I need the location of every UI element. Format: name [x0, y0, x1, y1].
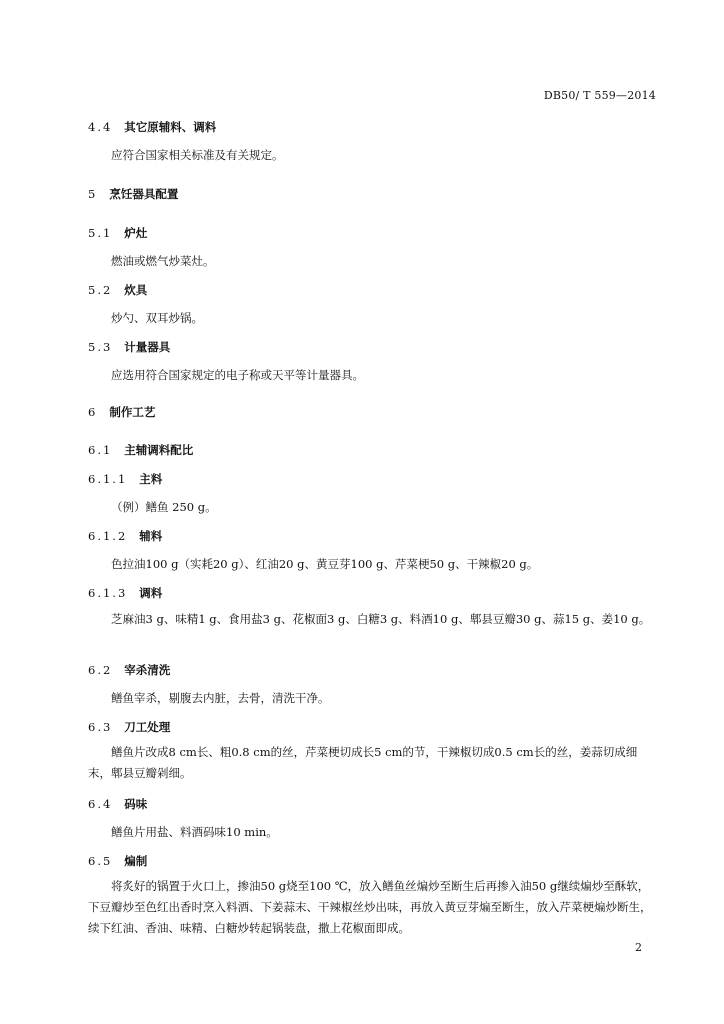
section-number: 6.3 [88, 720, 113, 734]
section-title: 宰杀清洗 [124, 663, 171, 677]
section-title: 炉灶 [124, 226, 148, 240]
section-number: 6.2 [88, 663, 113, 677]
section-number: 6.5 [88, 854, 113, 868]
section-6-2-heading [88, 662, 170, 678]
section-title: 制作工艺 [109, 405, 156, 419]
page-number: 2 [635, 941, 642, 954]
section-title: 码味 [124, 797, 148, 811]
section-title: 炊具 [124, 283, 148, 297]
section-title: 主料 [139, 472, 163, 486]
section-number: 4.4 [88, 120, 113, 134]
section-6-1-1-text: （例）鳝鱼 250 g。 [111, 500, 217, 514]
section-number: 6.1.3 [88, 586, 128, 600]
section-number: 5 [88, 187, 98, 201]
section-6-4-heading [88, 796, 147, 812]
section-number: 6 [88, 405, 98, 419]
section-6-3-heading [88, 719, 170, 735]
section-number: 5.2 [88, 283, 113, 297]
section-6-1-1-heading [88, 471, 162, 487]
section-title: 调料 [139, 586, 163, 600]
section-6-1-2-heading [88, 528, 162, 544]
section-6-1-heading [88, 442, 193, 458]
standard-code: DB50/ T 559—2014 [543, 89, 656, 102]
section-6-4-text: 鳝鱼片用盐、料酒码味10 min。 [111, 825, 278, 839]
section-6-1-3-heading [88, 585, 162, 601]
section-5-2-text: 炒勺、双耳炒锅。 [111, 311, 203, 325]
section-number: 6.1 [88, 443, 113, 457]
section-number: 6.1.1 [88, 472, 128, 486]
section-6-1-3-text: 芝麻油3 g、味精1 g、食用盐3 g、花椒面3 g、白糖3 g、料酒10 g、郫县豆瓣30 g、蒜15 g、姜10 g。 [111, 612, 651, 626]
section-title: 刀工处理 [124, 720, 171, 734]
section-5-3-text: 应选用符合国家规定的电子称或天平等计量器具。 [111, 368, 364, 382]
section-6-1-2-text: 色拉油100 g（实耗20 g）、红油20 g、黄豆芽100 g、芹菜梗50 g、干辣椒20 g。 [111, 557, 539, 571]
section-title: 其它原辅料、调料 [124, 120, 217, 134]
section-6-heading [88, 404, 155, 420]
section-title: 辅料 [139, 529, 163, 543]
section-4-4-heading [88, 119, 216, 135]
section-5-3-heading [88, 339, 170, 355]
section-number: 5.1 [88, 226, 113, 240]
section-6-3-text: 鳝鱼片改成8 cm长、粗0.8 cm的丝，芹菜梗切成长5 cm的节，干辣椒切成0.5 cm长的丝，姜蒜切成细末，郫县豆瓣剁细。 [88, 745, 638, 780]
section-title: 煸制 [124, 854, 148, 868]
section-number: 6.1.2 [88, 529, 128, 543]
section-title: 计量器具 [124, 340, 171, 354]
section-number: 5.3 [88, 340, 113, 354]
section-number: 6.4 [88, 797, 113, 811]
section-4-4-text: 应符合国家相关标准及有关规定。 [111, 148, 284, 162]
section-5-heading [88, 186, 178, 202]
section-6-2-text: 鳝鱼宰杀，剔腹去内脏，去骨，清洗干净。 [111, 691, 330, 705]
section-5-1-text: 燃油或燃气炒菜灶。 [111, 254, 215, 268]
section-6-5-text: 将炙好的锅置于火口上，掺油50 g烧至100 ℃，放入鳝鱼丝煸炒至断生后再掺入油50 g继续煸炒至酥软，下豆瓣炒至色红出香时烹入料酒、下姜蒜末、干辣椒丝炒出味，再放入黄豆芽煸至断生，放入芹菜梗煸炒断生，续下红油、香油、味精、白糖炒转起锅装盘，撒上花椒面即成。 [88, 879, 652, 935]
section-6-5-heading [88, 853, 147, 869]
section-title: 烹饪器具配置 [109, 187, 179, 201]
section-5-2-heading [88, 282, 147, 298]
section-title: 主辅调料配比 [124, 443, 194, 457]
section-5-1-heading [88, 225, 147, 241]
